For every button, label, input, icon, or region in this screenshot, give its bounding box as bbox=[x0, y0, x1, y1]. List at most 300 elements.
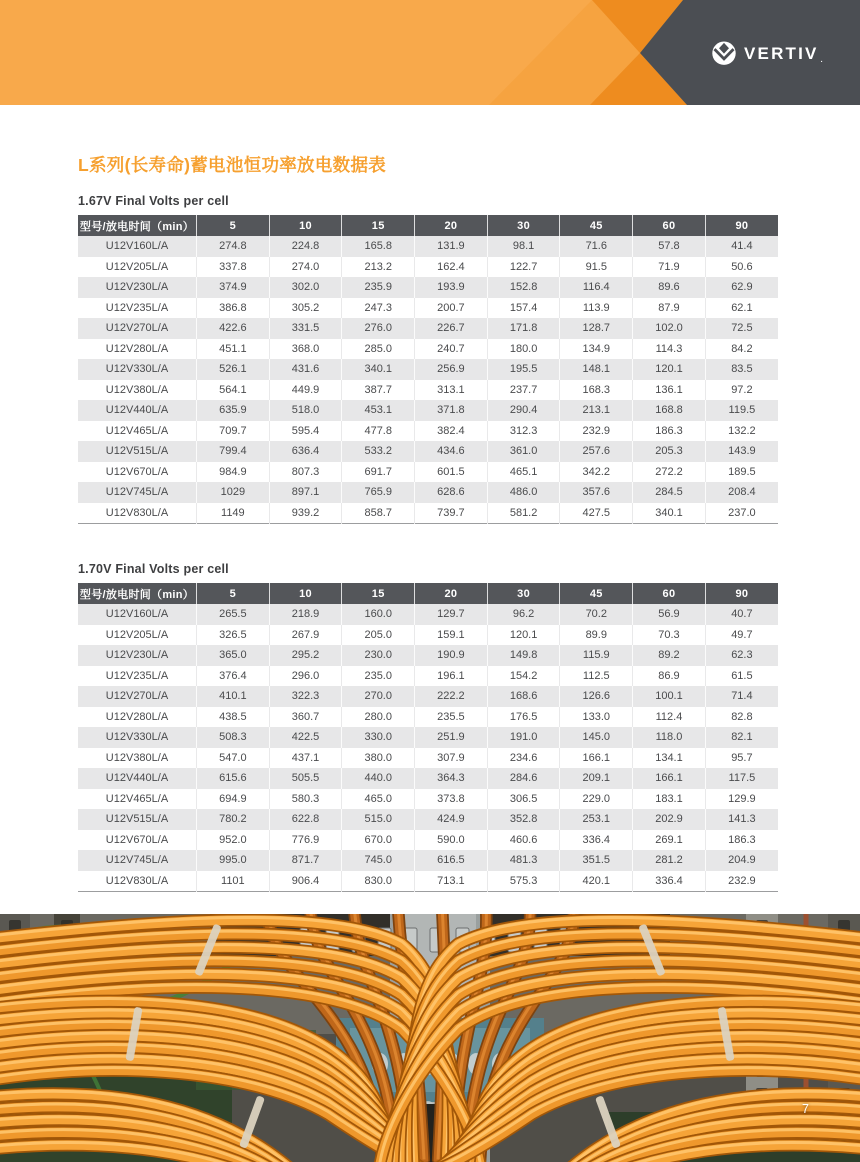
value-cell: 145.0 bbox=[560, 727, 633, 748]
value-cell: 382.4 bbox=[415, 421, 488, 442]
value-cell: 451.1 bbox=[197, 339, 270, 360]
value-cell: 312.3 bbox=[487, 421, 560, 442]
value-cell: 515.0 bbox=[342, 809, 415, 830]
value-cell: 49.7 bbox=[705, 625, 778, 646]
value-cell: 296.0 bbox=[269, 666, 342, 687]
value-cell: 481.3 bbox=[487, 850, 560, 871]
value-cell: 745.0 bbox=[342, 850, 415, 871]
value-cell: 564.1 bbox=[197, 380, 270, 401]
value-cell: 465.1 bbox=[487, 462, 560, 483]
value-cell: 253.1 bbox=[560, 809, 633, 830]
value-cell: 508.3 bbox=[197, 727, 270, 748]
header-banner bbox=[0, 0, 860, 105]
value-cell: 232.9 bbox=[560, 421, 633, 442]
value-cell: 186.3 bbox=[633, 421, 706, 442]
value-cell: 780.2 bbox=[197, 809, 270, 830]
value-cell: 518.0 bbox=[269, 400, 342, 421]
model-cell: U12V465L/A bbox=[105, 424, 169, 437]
value-cell: 229.0 bbox=[560, 789, 633, 810]
value-cell: 326.5 bbox=[197, 625, 270, 646]
table-caption-170v: 1.70V Final Volts per cell bbox=[78, 562, 229, 576]
vertiv-logo bbox=[711, 40, 823, 66]
value-cell: 62.1 bbox=[705, 298, 778, 319]
value-cell: 575.3 bbox=[487, 871, 560, 892]
value-cell: 116.4 bbox=[560, 277, 633, 298]
value-cell: 62.3 bbox=[705, 645, 778, 666]
value-cell: 129.9 bbox=[705, 789, 778, 810]
value-cell: 209.1 bbox=[560, 768, 633, 789]
value-cell: 122.7 bbox=[487, 257, 560, 278]
table-row bbox=[78, 298, 778, 319]
column-header: 15 bbox=[342, 215, 415, 236]
value-cell: 208.4 bbox=[705, 482, 778, 503]
value-cell: 162.4 bbox=[415, 257, 488, 278]
table-row bbox=[78, 871, 778, 892]
value-cell: 906.4 bbox=[269, 871, 342, 892]
value-cell: 96.2 bbox=[487, 604, 560, 625]
value-cell: 168.8 bbox=[633, 400, 706, 421]
model-cell: U12V160L/A bbox=[105, 240, 169, 253]
value-cell: 420.1 bbox=[560, 871, 633, 892]
value-cell: 670.0 bbox=[342, 830, 415, 851]
value-cell: 357.6 bbox=[560, 482, 633, 503]
row-header-column: 型号/放电时间（min） bbox=[78, 215, 197, 236]
table-row bbox=[78, 257, 778, 278]
model-cell: U12V670L/A bbox=[105, 833, 169, 846]
value-cell: 713.1 bbox=[415, 871, 488, 892]
value-cell: 858.7 bbox=[342, 503, 415, 524]
value-cell: 256.9 bbox=[415, 359, 488, 380]
model-cell: U12V515L/A bbox=[105, 445, 169, 458]
value-cell: 213.2 bbox=[342, 257, 415, 278]
value-cell: 437.1 bbox=[269, 748, 342, 769]
value-cell: 595.4 bbox=[269, 421, 342, 442]
value-cell: 89.6 bbox=[633, 277, 706, 298]
table-row bbox=[78, 707, 778, 728]
value-cell: 364.3 bbox=[415, 768, 488, 789]
value-cell: 453.1 bbox=[342, 400, 415, 421]
value-cell: 193.9 bbox=[415, 277, 488, 298]
model-cell: U12V440L/A bbox=[105, 772, 169, 785]
column-header: 5 bbox=[197, 583, 270, 604]
value-cell: 984.9 bbox=[197, 462, 270, 483]
value-cell: 352.8 bbox=[487, 809, 560, 830]
table-row bbox=[78, 400, 778, 421]
model-cell: U12V270L/A bbox=[105, 690, 169, 703]
value-cell: 765.9 bbox=[342, 482, 415, 503]
value-cell: 89.9 bbox=[560, 625, 633, 646]
table-row bbox=[78, 666, 778, 687]
value-cell: 422.6 bbox=[197, 318, 270, 339]
table-row bbox=[78, 441, 778, 462]
value-cell: 56.9 bbox=[633, 604, 706, 625]
model-cell: U12V440L/A bbox=[105, 404, 169, 417]
value-cell: 200.7 bbox=[415, 298, 488, 319]
value-cell: 628.6 bbox=[415, 482, 488, 503]
value-cell: 70.2 bbox=[560, 604, 633, 625]
value-cell: 336.4 bbox=[633, 871, 706, 892]
value-cell: 83.5 bbox=[705, 359, 778, 380]
value-cell: 265.5 bbox=[197, 604, 270, 625]
value-cell: 635.9 bbox=[197, 400, 270, 421]
value-cell: 119.5 bbox=[705, 400, 778, 421]
table-row bbox=[78, 339, 778, 360]
value-cell: 331.5 bbox=[269, 318, 342, 339]
value-cell: 995.0 bbox=[197, 850, 270, 871]
value-cell: 374.9 bbox=[197, 277, 270, 298]
value-cell: 247.3 bbox=[342, 298, 415, 319]
model-cell: U12V280L/A bbox=[105, 710, 169, 723]
value-cell: 340.1 bbox=[633, 503, 706, 524]
table-row bbox=[78, 625, 778, 646]
value-cell: 313.1 bbox=[415, 380, 488, 401]
value-cell: 581.2 bbox=[487, 503, 560, 524]
column-header: 30 bbox=[487, 215, 560, 236]
value-cell: 71.4 bbox=[705, 686, 778, 707]
value-cell: 486.0 bbox=[487, 482, 560, 503]
value-cell: 165.8 bbox=[342, 236, 415, 257]
table-row bbox=[78, 789, 778, 810]
value-cell: 361.0 bbox=[487, 441, 560, 462]
value-cell: 157.4 bbox=[487, 298, 560, 319]
value-cell: 205.0 bbox=[342, 625, 415, 646]
model-cell: U12V235L/A bbox=[105, 301, 169, 314]
value-cell: 50.6 bbox=[705, 257, 778, 278]
value-cell: 897.1 bbox=[269, 482, 342, 503]
value-cell: 295.2 bbox=[269, 645, 342, 666]
value-cell: 160.0 bbox=[342, 604, 415, 625]
value-cell: 152.8 bbox=[487, 277, 560, 298]
value-cell: 342.2 bbox=[560, 462, 633, 483]
value-cell: 112.4 bbox=[633, 707, 706, 728]
value-cell: 616.5 bbox=[415, 850, 488, 871]
value-cell: 89.2 bbox=[633, 645, 706, 666]
value-cell: 87.9 bbox=[633, 298, 706, 319]
value-cell: 709.7 bbox=[197, 421, 270, 442]
value-cell: 422.5 bbox=[269, 727, 342, 748]
value-cell: 615.6 bbox=[197, 768, 270, 789]
value-cell: 351.5 bbox=[560, 850, 633, 871]
table-row bbox=[78, 686, 778, 707]
column-header: 90 bbox=[705, 583, 778, 604]
value-cell: 465.0 bbox=[342, 789, 415, 810]
table-row bbox=[78, 380, 778, 401]
value-cell: 272.2 bbox=[633, 462, 706, 483]
value-cell: 952.0 bbox=[197, 830, 270, 851]
table-row bbox=[78, 462, 778, 483]
page-title: L系列(长寿命)蓄电池恒功率放电数据表 bbox=[78, 155, 387, 175]
column-header: 60 bbox=[633, 583, 706, 604]
value-cell: 159.1 bbox=[415, 625, 488, 646]
value-cell: 1149 bbox=[197, 503, 270, 524]
value-cell: 276.0 bbox=[342, 318, 415, 339]
value-cell: 141.3 bbox=[705, 809, 778, 830]
table-row bbox=[78, 318, 778, 339]
value-cell: 251.9 bbox=[415, 727, 488, 748]
value-cell: 410.1 bbox=[197, 686, 270, 707]
value-cell: 431.6 bbox=[269, 359, 342, 380]
header-row bbox=[78, 583, 778, 604]
value-cell: 133.0 bbox=[560, 707, 633, 728]
column-header: 15 bbox=[342, 583, 415, 604]
value-cell: 237.7 bbox=[487, 380, 560, 401]
value-cell: 871.7 bbox=[269, 850, 342, 871]
column-header: 20 bbox=[415, 583, 488, 604]
value-cell: 41.4 bbox=[705, 236, 778, 257]
brand-wordmark: VERTIV bbox=[744, 43, 819, 63]
value-cell: 387.7 bbox=[342, 380, 415, 401]
table-row bbox=[78, 727, 778, 748]
value-cell: 424.9 bbox=[415, 809, 488, 830]
value-cell: 269.1 bbox=[633, 830, 706, 851]
model-cell: U12V205L/A bbox=[105, 260, 169, 273]
table-row bbox=[78, 604, 778, 625]
value-cell: 306.5 bbox=[487, 789, 560, 810]
value-cell: 70.3 bbox=[633, 625, 706, 646]
value-cell: 213.1 bbox=[560, 400, 633, 421]
cables-illustration bbox=[0, 914, 860, 1162]
value-cell: 373.8 bbox=[415, 789, 488, 810]
table-row bbox=[78, 850, 778, 871]
value-cell: 95.7 bbox=[705, 748, 778, 769]
value-cell: 224.8 bbox=[269, 236, 342, 257]
header-row bbox=[78, 215, 778, 236]
table-row bbox=[78, 809, 778, 830]
vertiv-circle-v-icon bbox=[711, 40, 737, 66]
value-cell: 134.1 bbox=[633, 748, 706, 769]
value-cell: 115.9 bbox=[560, 645, 633, 666]
model-cell: U12V160L/A bbox=[105, 608, 169, 621]
value-cell: 97.2 bbox=[705, 380, 778, 401]
value-cell: 830.0 bbox=[342, 871, 415, 892]
value-cell: 120.1 bbox=[487, 625, 560, 646]
value-cell: 360.7 bbox=[269, 707, 342, 728]
value-cell: 131.9 bbox=[415, 236, 488, 257]
value-cell: 61.5 bbox=[705, 666, 778, 687]
value-cell: 128.7 bbox=[560, 318, 633, 339]
model-cell: U12V380L/A bbox=[105, 751, 169, 764]
table-row bbox=[78, 645, 778, 666]
value-cell: 235.9 bbox=[342, 277, 415, 298]
value-cell: 336.4 bbox=[560, 830, 633, 851]
value-cell: 590.0 bbox=[415, 830, 488, 851]
value-cell: 477.8 bbox=[342, 421, 415, 442]
value-cell: 222.2 bbox=[415, 686, 488, 707]
model-cell: U12V830L/A bbox=[105, 874, 169, 887]
value-cell: 281.2 bbox=[633, 850, 706, 871]
table-row bbox=[78, 830, 778, 851]
value-cell: 739.7 bbox=[415, 503, 488, 524]
value-cell: 226.7 bbox=[415, 318, 488, 339]
model-cell: U12V465L/A bbox=[105, 792, 169, 805]
column-header: 60 bbox=[633, 215, 706, 236]
value-cell: 807.3 bbox=[269, 462, 342, 483]
value-cell: 82.1 bbox=[705, 727, 778, 748]
value-cell: 622.8 bbox=[269, 809, 342, 830]
value-cell: 71.6 bbox=[560, 236, 633, 257]
value-cell: 434.6 bbox=[415, 441, 488, 462]
model-cell: U12V230L/A bbox=[105, 281, 169, 294]
table-row bbox=[78, 236, 778, 257]
table-row bbox=[78, 482, 778, 503]
value-cell: 270.0 bbox=[342, 686, 415, 707]
value-cell: 601.5 bbox=[415, 462, 488, 483]
value-cell: 280.0 bbox=[342, 707, 415, 728]
value-cell: 195.5 bbox=[487, 359, 560, 380]
value-cell: 460.6 bbox=[487, 830, 560, 851]
value-cell: 337.8 bbox=[197, 257, 270, 278]
value-cell: 166.1 bbox=[633, 768, 706, 789]
value-cell: 189.5 bbox=[705, 462, 778, 483]
value-cell: 438.5 bbox=[197, 707, 270, 728]
value-cell: 274.0 bbox=[269, 257, 342, 278]
value-cell: 168.3 bbox=[560, 380, 633, 401]
model-cell: U12V270L/A bbox=[105, 322, 169, 335]
discharge-table-167v bbox=[78, 215, 778, 524]
value-cell: 234.6 bbox=[487, 748, 560, 769]
brand-trademark: . bbox=[820, 57, 823, 64]
value-cell: 143.9 bbox=[705, 441, 778, 462]
value-cell: 148.1 bbox=[560, 359, 633, 380]
value-cell: 218.9 bbox=[269, 604, 342, 625]
value-cell: 505.5 bbox=[269, 768, 342, 789]
value-cell: 636.4 bbox=[269, 441, 342, 462]
page-number: 7 bbox=[802, 1102, 809, 1116]
value-cell: 176.5 bbox=[487, 707, 560, 728]
value-cell: 380.0 bbox=[342, 748, 415, 769]
value-cell: 120.1 bbox=[633, 359, 706, 380]
value-cell: 267.9 bbox=[269, 625, 342, 646]
model-cell: U12V330L/A bbox=[105, 731, 169, 744]
table-row bbox=[78, 359, 778, 380]
value-cell: 290.4 bbox=[487, 400, 560, 421]
column-header: 30 bbox=[487, 583, 560, 604]
value-cell: 580.3 bbox=[269, 789, 342, 810]
value-cell: 691.7 bbox=[342, 462, 415, 483]
value-cell: 340.1 bbox=[342, 359, 415, 380]
value-cell: 284.5 bbox=[633, 482, 706, 503]
value-cell: 57.8 bbox=[633, 236, 706, 257]
value-cell: 307.9 bbox=[415, 748, 488, 769]
value-cell: 186.3 bbox=[705, 830, 778, 851]
value-cell: 427.5 bbox=[560, 503, 633, 524]
value-cell: 91.5 bbox=[560, 257, 633, 278]
value-cell: 376.4 bbox=[197, 666, 270, 687]
value-cell: 305.2 bbox=[269, 298, 342, 319]
value-cell: 98.1 bbox=[487, 236, 560, 257]
value-cell: 117.5 bbox=[705, 768, 778, 789]
model-cell: U12V670L/A bbox=[105, 465, 169, 478]
value-cell: 284.6 bbox=[487, 768, 560, 789]
value-cell: 129.7 bbox=[415, 604, 488, 625]
column-header: 20 bbox=[415, 215, 488, 236]
table-row bbox=[78, 503, 778, 524]
model-cell: U12V745L/A bbox=[105, 486, 169, 499]
value-cell: 285.0 bbox=[342, 339, 415, 360]
value-cell: 71.9 bbox=[633, 257, 706, 278]
value-cell: 196.1 bbox=[415, 666, 488, 687]
value-cell: 191.0 bbox=[487, 727, 560, 748]
discharge-table-170v bbox=[78, 583, 778, 892]
value-cell: 183.1 bbox=[633, 789, 706, 810]
value-cell: 190.9 bbox=[415, 645, 488, 666]
value-cell: 113.9 bbox=[560, 298, 633, 319]
value-cell: 257.6 bbox=[560, 441, 633, 462]
value-cell: 368.0 bbox=[269, 339, 342, 360]
value-cell: 62.9 bbox=[705, 277, 778, 298]
value-cell: 526.1 bbox=[197, 359, 270, 380]
value-cell: 776.9 bbox=[269, 830, 342, 851]
model-cell: U12V830L/A bbox=[105, 506, 169, 519]
model-cell: U12V745L/A bbox=[105, 854, 169, 867]
value-cell: 205.3 bbox=[633, 441, 706, 462]
value-cell: 82.8 bbox=[705, 707, 778, 728]
value-cell: 132.2 bbox=[705, 421, 778, 442]
value-cell: 72.5 bbox=[705, 318, 778, 339]
value-cell: 939.2 bbox=[269, 503, 342, 524]
value-cell: 134.9 bbox=[560, 339, 633, 360]
value-cell: 799.4 bbox=[197, 441, 270, 462]
table-caption-167v: 1.67V Final Volts per cell bbox=[78, 194, 229, 208]
value-cell: 102.0 bbox=[633, 318, 706, 339]
value-cell: 322.3 bbox=[269, 686, 342, 707]
value-cell: 86.9 bbox=[633, 666, 706, 687]
table-row bbox=[78, 748, 778, 769]
column-header: 45 bbox=[560, 583, 633, 604]
value-cell: 202.9 bbox=[633, 809, 706, 830]
model-cell: U12V280L/A bbox=[105, 342, 169, 355]
value-cell: 235.0 bbox=[342, 666, 415, 687]
table-row bbox=[78, 768, 778, 789]
value-cell: 136.1 bbox=[633, 380, 706, 401]
value-cell: 126.6 bbox=[560, 686, 633, 707]
model-cell: U12V205L/A bbox=[105, 628, 169, 641]
value-cell: 149.8 bbox=[487, 645, 560, 666]
value-cell: 118.0 bbox=[633, 727, 706, 748]
value-cell: 1029 bbox=[197, 482, 270, 503]
table-row bbox=[78, 421, 778, 442]
value-cell: 112.5 bbox=[560, 666, 633, 687]
value-cell: 371.8 bbox=[415, 400, 488, 421]
value-cell: 330.0 bbox=[342, 727, 415, 748]
value-cell: 166.1 bbox=[560, 748, 633, 769]
value-cell: 365.0 bbox=[197, 645, 270, 666]
value-cell: 547.0 bbox=[197, 748, 270, 769]
value-cell: 694.9 bbox=[197, 789, 270, 810]
value-cell: 1101 bbox=[197, 871, 270, 892]
value-cell: 40.7 bbox=[705, 604, 778, 625]
column-header: 90 bbox=[705, 215, 778, 236]
value-cell: 274.8 bbox=[197, 236, 270, 257]
column-header: 10 bbox=[269, 583, 342, 604]
column-header: 45 bbox=[560, 215, 633, 236]
row-header-column: 型号/放电时间（min） bbox=[78, 583, 197, 604]
model-cell: U12V515L/A bbox=[105, 813, 169, 826]
value-cell: 114.3 bbox=[633, 339, 706, 360]
value-cell: 237.0 bbox=[705, 503, 778, 524]
value-cell: 154.2 bbox=[487, 666, 560, 687]
model-cell: U12V380L/A bbox=[105, 383, 169, 396]
value-cell: 440.0 bbox=[342, 768, 415, 789]
value-cell: 230.0 bbox=[342, 645, 415, 666]
value-cell: 302.0 bbox=[269, 277, 342, 298]
value-cell: 171.8 bbox=[487, 318, 560, 339]
value-cell: 449.9 bbox=[269, 380, 342, 401]
value-cell: 232.9 bbox=[705, 871, 778, 892]
value-cell: 204.9 bbox=[705, 850, 778, 871]
model-cell: U12V235L/A bbox=[105, 669, 169, 682]
value-cell: 84.2 bbox=[705, 339, 778, 360]
